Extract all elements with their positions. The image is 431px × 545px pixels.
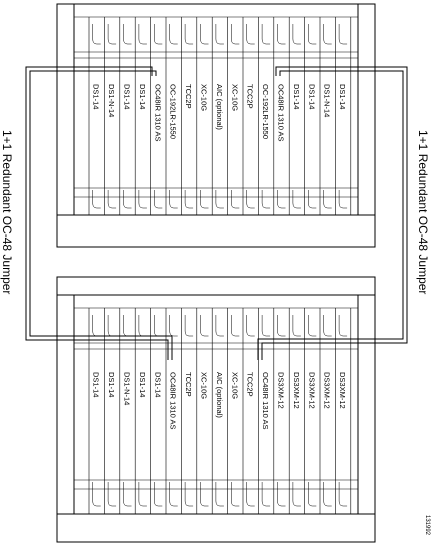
card-latch — [201, 24, 209, 44]
slot-label: DS1-14 — [307, 84, 317, 110]
card-latch — [124, 190, 132, 208]
slot-label: DS3XM-12 — [338, 372, 348, 409]
slot-label: TCC2P — [245, 84, 255, 109]
slot-label: OC48IR 1310 AS — [153, 84, 163, 142]
slot-label: DS3XM-12 — [291, 372, 301, 409]
card-latch — [93, 482, 101, 506]
slot-label: DS1-N-14 — [122, 372, 132, 406]
card-latch — [339, 190, 347, 208]
card-latch — [247, 315, 255, 336]
slot-label: XC-10G — [230, 84, 240, 112]
card-latch — [247, 482, 255, 506]
card-latch — [293, 482, 301, 506]
card-latch — [185, 24, 193, 44]
card-latch — [293, 24, 301, 44]
slot-label: DS1-14 — [107, 372, 117, 398]
card-latch — [278, 24, 286, 44]
slot-label: XC-10G — [199, 372, 209, 400]
slot-label: XC-10G — [230, 372, 240, 400]
card-latch — [308, 190, 316, 208]
slot-label: DS1-14 — [153, 372, 163, 398]
card-latch — [93, 315, 101, 336]
bottom-shelf — [57, 277, 375, 542]
slot-label: AIC (optional) — [214, 372, 224, 418]
card-latch — [124, 315, 132, 336]
slot-label: OC48IR 1310 AS — [276, 84, 286, 142]
card-latch — [139, 482, 147, 506]
card-latch — [278, 482, 286, 506]
slot-label: DS1-14 — [122, 84, 132, 110]
card-latch — [278, 315, 286, 336]
card-latch — [231, 482, 239, 506]
slot-label: TCC2P — [184, 84, 194, 109]
card-latch — [108, 482, 116, 506]
card-latch — [139, 24, 147, 44]
slot-label: OC-192LR-1550 — [168, 84, 178, 140]
card-latch — [154, 482, 162, 506]
card-latch — [278, 190, 286, 208]
card-latch — [108, 190, 116, 208]
card-latch — [339, 24, 347, 44]
card-latch — [308, 24, 316, 44]
slot-label: DS1-N-14 — [107, 84, 117, 118]
slot-label: DS1-14 — [91, 84, 101, 110]
slot-label: TCC2P — [245, 372, 255, 397]
card-latch — [231, 24, 239, 44]
card-latch — [201, 190, 209, 208]
card-latch — [324, 190, 332, 208]
slot-label: DS1-14 — [137, 84, 147, 110]
right-jumper-label: 1+1 Redundant OC-48 Jumper — [416, 130, 430, 295]
card-latch — [231, 315, 239, 336]
card-latch — [201, 482, 209, 506]
card-latch — [154, 24, 162, 44]
slot-label: XC-10G — [199, 84, 209, 112]
card-latch — [231, 190, 239, 208]
card-latch — [170, 315, 178, 336]
card-latch — [154, 190, 162, 208]
card-latch — [308, 482, 316, 506]
slot-label: DS1-14 — [137, 372, 147, 398]
card-latch — [170, 190, 178, 208]
card-latch — [324, 315, 332, 336]
card-latch — [93, 190, 101, 208]
card-latch — [108, 315, 116, 336]
left-jumper-outer — [26, 67, 168, 360]
card-latch — [185, 482, 193, 506]
slot-label: DS1-N-14 — [322, 84, 332, 118]
slot-label: DS3XM-12 — [307, 372, 317, 409]
card-latch — [262, 315, 270, 336]
card-latch — [324, 24, 332, 44]
slot-label: OC-192LR-1550 — [261, 84, 271, 140]
card-latch — [247, 24, 255, 44]
card-latch — [247, 190, 255, 208]
card-latch — [108, 24, 116, 44]
card-latch — [216, 190, 224, 208]
card-latch — [93, 24, 101, 44]
slot-label: DS1-14 — [338, 84, 348, 110]
card-latch — [262, 24, 270, 44]
slot-label: TCC2P — [184, 372, 194, 397]
slot-label: OC48IR 1310 AS — [261, 372, 271, 430]
slot-label: DS1-14 — [91, 372, 101, 398]
card-latch — [293, 315, 301, 336]
card-latch — [139, 315, 147, 336]
card-latch — [124, 24, 132, 44]
card-latch — [139, 190, 147, 208]
card-latch — [201, 315, 209, 336]
card-latch — [216, 24, 224, 44]
card-latch — [216, 315, 224, 336]
card-latch — [293, 190, 301, 208]
card-latch — [185, 315, 193, 336]
card-latch — [170, 482, 178, 506]
slot-label: OC48IR 1310 AS — [168, 372, 178, 430]
slot-label: DS1-14 — [291, 84, 301, 110]
left-jumper-label: 1+1 Redundant OC-48 Jumper — [0, 130, 14, 295]
card-latch — [308, 315, 316, 336]
card-latch — [339, 315, 347, 336]
card-latch — [216, 482, 224, 506]
card-latch — [324, 482, 332, 506]
card-latch — [262, 190, 270, 208]
slot-label: DS3XM-12 — [276, 372, 286, 409]
slot-label: DS3XM-12 — [322, 372, 332, 409]
card-latch — [185, 190, 193, 208]
figure-id: 131992 — [424, 515, 430, 536]
card-latch — [154, 315, 162, 336]
card-latch — [262, 482, 270, 506]
card-latch — [124, 482, 132, 506]
card-latch — [339, 482, 347, 506]
card-latch — [170, 24, 178, 44]
slot-label: AIC (optional) — [214, 84, 224, 130]
top-shelf — [57, 4, 375, 247]
